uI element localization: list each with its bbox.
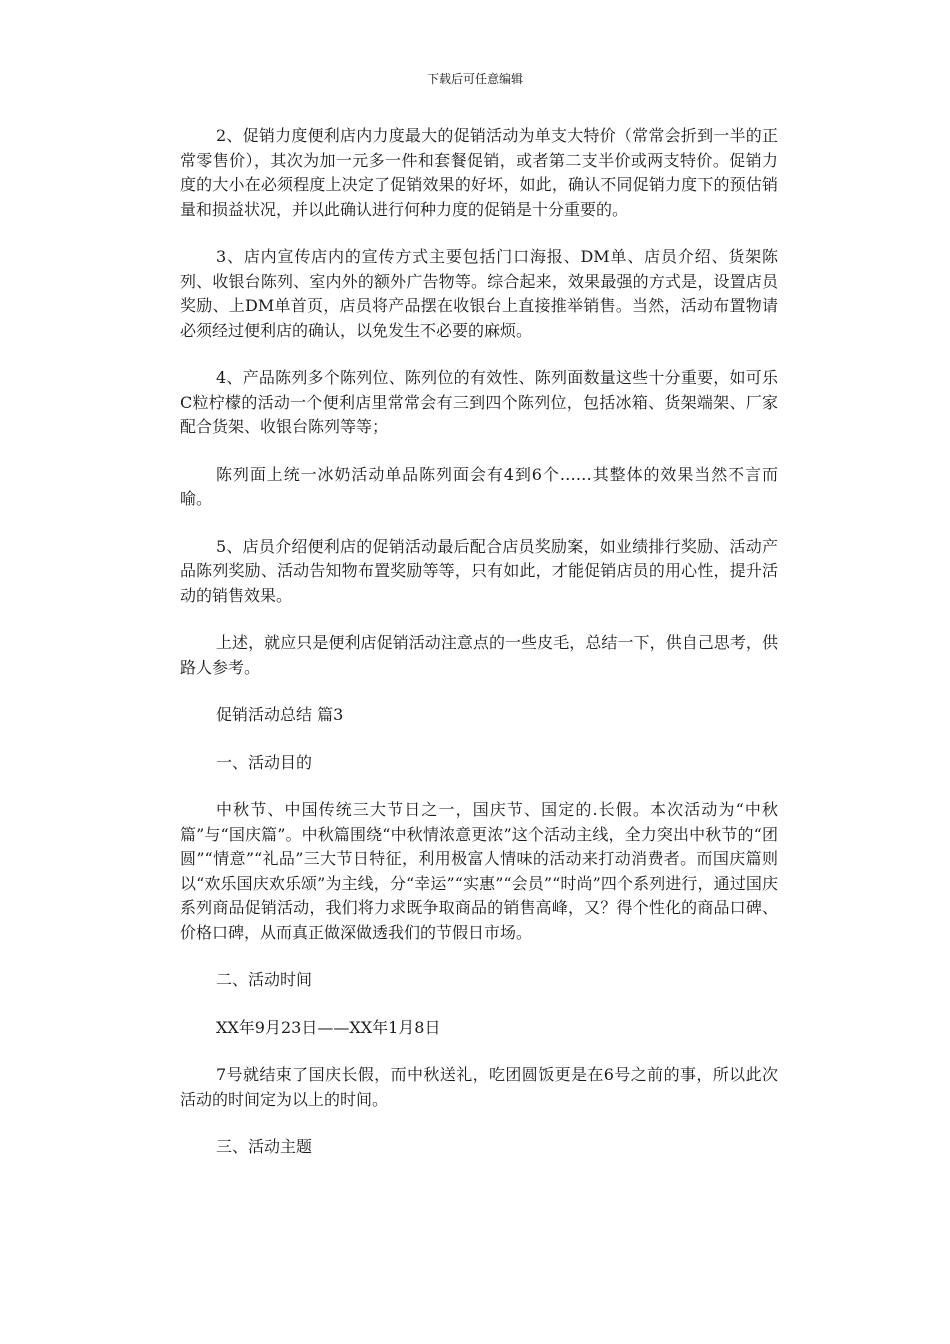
paragraph-in-store-publicity: 3、店内宣传店内的宣传方式主要包括门口海报、DM单、店员介绍、货架陈列、收银台陈列、室内外的额外广告物等。综合起来，效果最强的方式是，设置店员奖励、上DM单首页，店员将产品摆在收银台上直接推举销售。当然，活动布置物请必须经过便利店的确认，以免发生不必要的麻烦。	[180, 247, 778, 340]
paragraph-product-display: 4、产品陈列多个陈列位、陈列位的有效性、陈列面数量这些十分重要，如可乐C粒柠檬的活动一个便利店里常常会有三到四个陈列位，包括冰箱、货架端架、厂家配合货架、收银台陈列等等；	[180, 368, 778, 436]
paragraph-activity-purpose: 中秋节、中国传统三大节日之一，国庆节、国定的.长假。本次活动为“中秋篇”与“国庆篇”。中秋篇围绕“中秋情浓意更浓”这个活动主线，全力突出中秋节的“团圆”“情意”“礼品”三大节日特征，利用极富人情味的活动来打动消费者。而国庆篇则以“欢乐国庆欢乐颂”为主线，分“幸运”“实惠”“会员”“时尚”四个系列进行，通过国庆系列商品促销活动，我们将力求既争取商品的销售高峰，又？得个性化的商品口碑、价格口碑，从而真正做深做透我们的节假日市场。	[180, 800, 778, 942]
heading-activity-theme: 三、活动主题	[216, 1137, 313, 1156]
document-body	[180, 124, 778, 1183]
paragraph-staff-introduction: 5、店员介绍便利店的促销活动最后配合店员奖励案，如业绩排行奖励、活动产品陈列奖励、活动告知物布置奖励等等，只有如此，才能促销店员的用心性，提升活动的销售效果。	[180, 536, 778, 605]
heading-activity-purpose: 一、活动目的	[216, 752, 313, 772]
paragraph-promotion-strength: 2、促销力度便利店内力度最大的促销活动为单支大特价（常常会折到一半的正常零售价），其次为加一元多一件和套餐促销，或者第二支半价或两支特价。促销力度的大小在必须程度上决定了促销效果的好坏，如此，确认不同促销力度下的预估销量和损益状况，并以此确认进行何种力度的促销是十分重要的。	[180, 126, 778, 219]
paragraph-date-range: XX年9月23日——XX年1月8日	[216, 1017, 441, 1037]
paragraph-display-faces: 陈列面上统一冰奶活动单品陈列面会有4到6个……其整体的效果当然不言而喻。	[180, 464, 778, 508]
page-header-note: 下载后可任意编辑	[426, 72, 523, 86]
paragraph-time-explanation: 7号就结束了国庆长假，而中秋送礼，吃团圆饭更是在6号之前的事，所以此次活动的时间定为以上的时间。	[180, 1065, 778, 1109]
paragraph-summary: 上述，就应只是便利店促销活动注意点的一些皮毛，总结一下，供自己思考，供路人参考。	[180, 633, 778, 677]
section-title-part-3: 促销活动总结 篇3	[216, 705, 344, 724]
heading-activity-time: 二、活动时间	[216, 970, 313, 989]
